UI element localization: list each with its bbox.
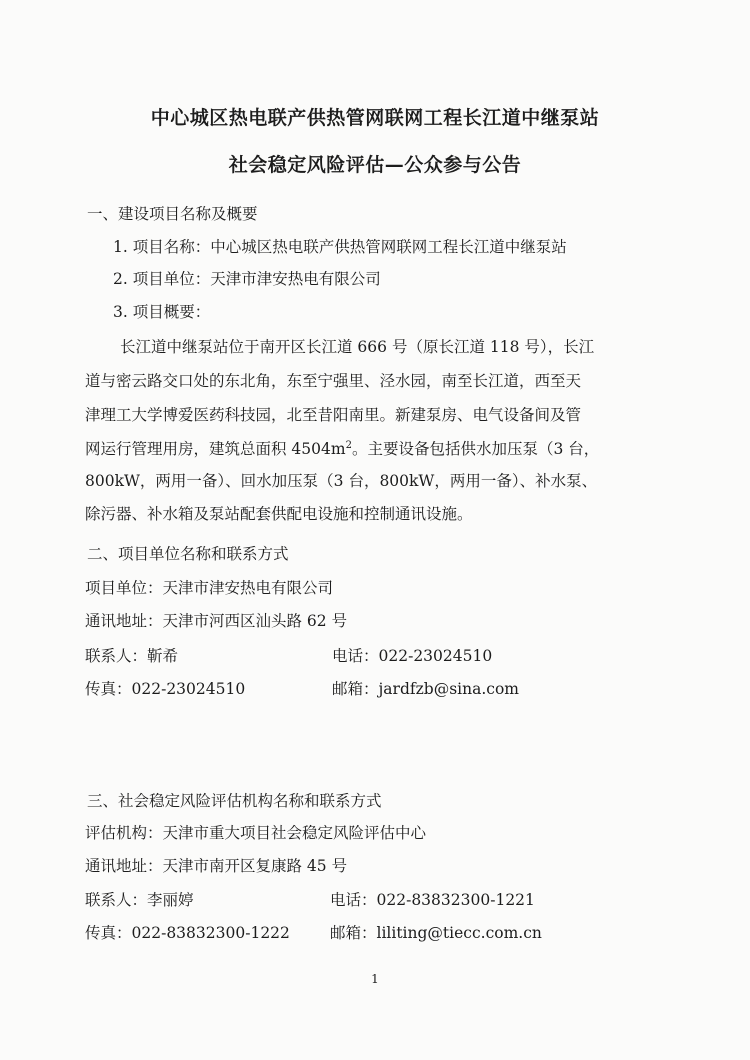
address-line: 通讯地址：天津市河西区汕头路 62 号 bbox=[85, 612, 348, 630]
fax-number: 传真：022-23024510 bbox=[85, 680, 246, 698]
superscript: 2 bbox=[345, 439, 352, 451]
overview-paragraph-line: 800kW，两用一备）、回水加压泵（3 台，800kW，两用一备）、补水泵、 bbox=[85, 472, 598, 490]
overview-paragraph-line bbox=[85, 438, 599, 460]
page-number: 1 bbox=[371, 972, 379, 986]
address-line: 通讯地址：天津市南开区复康路 45 号 bbox=[85, 857, 348, 875]
overview-paragraph-line: 津理工大学博爱医药科技园，北至昔阳南里。新建泵房、电气设备间及管 bbox=[85, 406, 582, 424]
project-name-item: 1. 项目名称：中心城区热电联产供热管网联网工程长江道中继泵站 bbox=[113, 238, 567, 256]
section1-heading: 一、建设项目名称及概要 bbox=[87, 205, 258, 223]
section3-heading: 三、社会稳定风险评估机构名称和联系方式 bbox=[87, 792, 382, 810]
overview-paragraph-line: 除污器、补水箱及泵站配套供配电设施和控制通讯设施。 bbox=[85, 505, 473, 523]
document-subtitle: 社会稳定风险评估—公众参与公告 bbox=[228, 154, 522, 176]
phone-number: 电话：022-83832300-1221 bbox=[330, 891, 535, 909]
phone-number: 电话：022-23024510 bbox=[332, 647, 493, 665]
overview-text: 网运行管理用房，建筑总面积 4504m bbox=[85, 440, 346, 458]
overview-paragraph-line: 长江道中继泵站位于南开区长江道 666 号（原长江道 118 号），长江 bbox=[120, 338, 595, 356]
project-overview-item: 3. 项目概要： bbox=[113, 303, 211, 321]
fax-number: 传真：022-83832300-1222 bbox=[85, 924, 290, 942]
email-address: 邮箱：liliting@tiecc.com.cn bbox=[330, 924, 542, 942]
section2-heading: 二、项目单位名称和联系方式 bbox=[87, 545, 289, 563]
overview-paragraph-line: 道与密云路交口处的东北角，东至宁强里、泾水园，南至长江道，西至天 bbox=[85, 372, 582, 390]
contact-person: 联系人：靳希 bbox=[85, 647, 179, 665]
email-address: 邮箱：jardfzb@sina.com bbox=[332, 680, 519, 698]
contact-person: 联系人：李丽婷 bbox=[85, 891, 194, 909]
overview-text: 。主要设备包括供水加压泵（3 台， bbox=[351, 440, 600, 458]
project-unit-item: 2. 项目单位：天津市津安热电有限公司 bbox=[113, 270, 381, 288]
project-unit-line: 项目单位：天津市津安热电有限公司 bbox=[85, 579, 334, 597]
document-title: 中心城区热电联产供热管网联网工程长江道中继泵站 bbox=[150, 107, 600, 129]
assessment-org-line: 评估机构：天津市重大项目社会稳定风险评估中心 bbox=[85, 824, 427, 842]
